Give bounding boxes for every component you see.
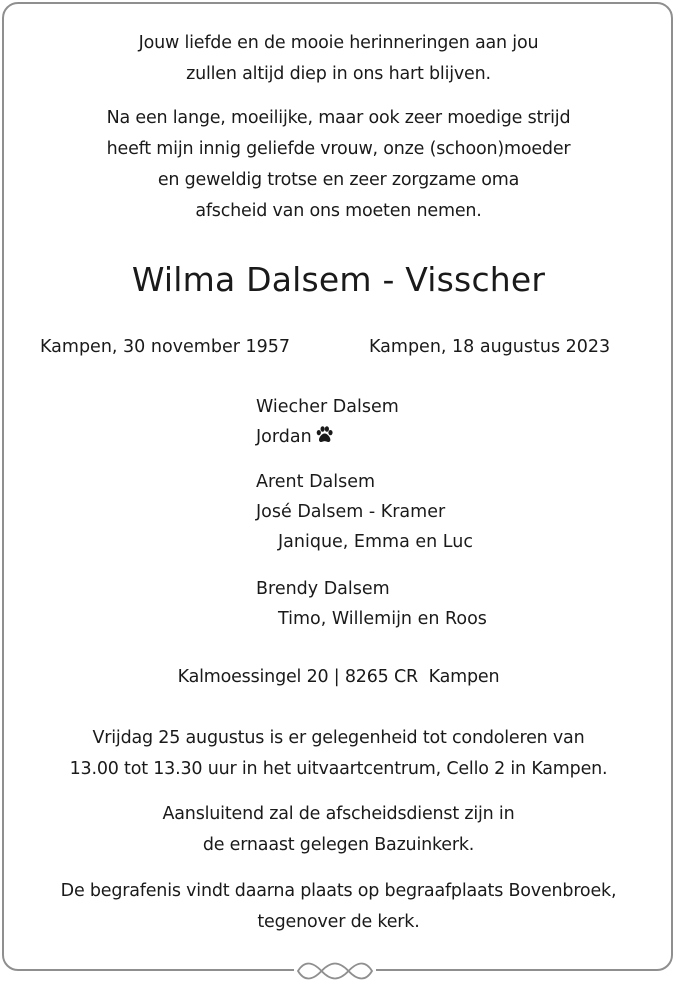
condolence-line: Vrijdag 25 augustus is er gelegenheid tot condoleren van [92, 728, 585, 748]
family-member: Brendy Dalsem [256, 579, 390, 599]
announcement-line: heeft mijn innig geliefde vrouw, onze (schoon)moeder [106, 139, 571, 159]
family-group [256, 392, 399, 452]
family-member-pet [256, 422, 399, 452]
condolence-text [0, 723, 677, 785]
burial-line: De begrafenis vindt daarna plaats op begraafplaats Bovenbroek, [60, 881, 617, 901]
announcement-line: en geweldig trotse en zeer zorgzame oma [157, 170, 520, 190]
announcement-line: Na een lange, moeilijke, maar ook zeer moedige strijd [106, 108, 571, 128]
family-member: José Dalsem - Kramer [256, 502, 446, 522]
intro-line: zullen altijd diep in ons hart blijven. [186, 64, 491, 84]
deceased-name: Wilma Dalsem - Visscher [131, 260, 546, 299]
service-line: de ernaast gelegen Bazuinkerk. [202, 835, 475, 855]
grandchildren: Timo, Willemijn en Roos [278, 609, 487, 629]
service-line: Aansluitend zal de afscheidsdienst zijn in [162, 804, 515, 824]
burial-line: tegenover de kerk. [257, 912, 420, 932]
family-group [256, 467, 473, 557]
intro-line: Jouw liefde en de mooie herinneringen aan jou [138, 33, 539, 53]
burial-text [0, 876, 677, 938]
condolence-line: 13.00 tot 13.30 uur in het uitvaartcentrum, Cello 2 in Kampen. [69, 759, 608, 779]
death-date: Kampen, 18 augustus 2023 [369, 337, 611, 357]
announcement-line: afscheid van ons moeten nemen. [195, 201, 482, 221]
family-group [256, 574, 487, 634]
birth-date: Kampen, 30 november 1957 [40, 337, 290, 357]
ornament-icon [294, 958, 376, 984]
address: Kalmoessingel 20 | 8265 CR Kampen [177, 667, 500, 687]
service-text [0, 799, 677, 861]
intro-text [0, 28, 677, 90]
grandchildren: Janique, Emma en Luc [278, 532, 473, 552]
announcement-text [0, 103, 677, 227]
family-member: Wiecher Dalsem [256, 397, 399, 417]
family-member: Arent Dalsem [256, 472, 376, 492]
paw-icon [315, 425, 334, 444]
pet-name: Jordan [256, 427, 312, 447]
